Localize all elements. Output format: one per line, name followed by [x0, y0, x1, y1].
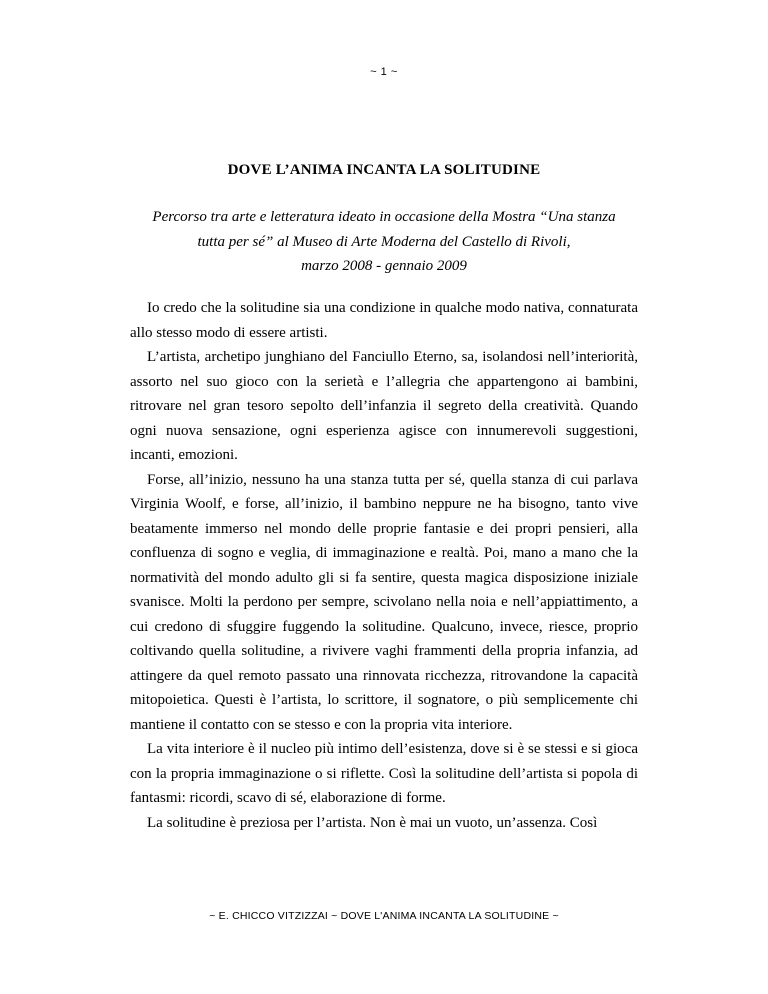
- subtitle-line: tutta per sé” al Museo di Arte Moderna del Castello di Rivoli,: [197, 233, 571, 250]
- paragraph: Io credo che la solitudine sia una condizione in qualche modo nativa, connaturata allo stesso modo di essere artisti.: [130, 300, 638, 341]
- paragraph: Forse, all’inizio, nessuno ha una stanza tutta per sé, quella stanza di cui parlava Virginia Woolf, e forse, all’inizio, il bambino neppure ne ha bisogno, tanto vive beatamente immerso nel mondo delle proprie fantasie e dei propri pensieri, alla confluenza di sogno e veglia, di immaginazione e realtà. Poi, mano a mano che la normatività del mondo adulto gli si fa sentire, questa magica disposizione iniziale svanisce. Molti la perdono per sempre, scivolano nella noia e nell’appiattimento, a cui credono di sfuggire fuggendo la solitudine. Qualcuno, invece, riesce, proprio coltivando quella solitudine, a rivivere vaghi frammenti della propria infanzia, ad attingere da quel remoto passato una rinnovata ricchezza, ritrovandone la capacità mitopoietica. Questi è l’artista, lo scrittore, il sognatore, o più semplicemente chi mantiene il contatto con se stesso e con la propria vita interiore.: [130, 471, 638, 733]
- subtitle-line: marzo 2008 - gennaio 2009: [301, 258, 467, 274]
- subtitle-line: Percorso tra arte e letteratura ideato in occasione della Mostra “Una stanza: [152, 209, 616, 225]
- paragraph: La solitudine è preziosa per l’artista. Non è mai un vuoto, un’assenza. Così: [147, 814, 598, 831]
- document-subtitle: [0, 205, 768, 279]
- body-text: [130, 296, 638, 835]
- paragraph: La vita interiore è il nucleo più intimo dell’esistenza, dove si è se stessi e si gioca con la propria immaginazione o si riflette. Così la solitudine dell’artista si popola di fantasmi: ricordi, scavo di sé, elaborazione di forme.: [130, 741, 638, 806]
- document-title: DOVE L’ANIMA INCANTA LA SOLITUDINE: [227, 162, 541, 178]
- paragraph: L’artista, archetipo junghiano del Fanciullo Eterno, sa, isolandosi nell’interiorità, assorto nel suo gioco con la serietà e l’allegria che appartengono ai bambini, ritrovare nel gran tesoro sepolto dell’infanzia il segreto della creatività. Quando ogni nuova sensazione, ogni esperienza agisce con innumerevoli suggestioni, incanti, emozioni.: [130, 349, 638, 463]
- page-footer: ~ E. CHICCO VITZIZZAI ~ DOVE L'ANIMA INCANTA LA SOLITUDINE ~: [209, 910, 559, 922]
- page-number: ~ 1 ~: [370, 66, 398, 78]
